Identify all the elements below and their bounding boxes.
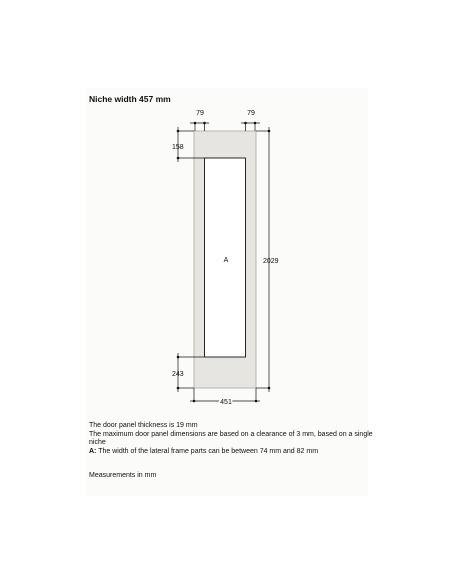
measurements-note: Measurements in mm	[89, 472, 157, 479]
panel-label-a: A	[223, 257, 229, 264]
dim-top-left-label: 79	[196, 110, 204, 117]
dim-height-label: 2029	[263, 258, 279, 265]
dim-top-right	[241, 123, 260, 131]
note-a-key: A:	[89, 447, 97, 455]
note-clearance: The maximum door panel dimensions are based on a clearance of 3 mm, based on a single niche	[89, 430, 373, 447]
note-a-text: The width of the lateral frame parts can be between 74 mm and 82 mm	[96, 447, 319, 455]
note-a	[89, 448, 379, 457]
page-title: Niche width 457 mm	[89, 94, 171, 104]
dim-width-label: 451	[220, 399, 232, 406]
dim-left-top-label: 158	[172, 144, 184, 151]
dim-top-left	[190, 123, 209, 131]
dim-left-bottom-label: 243	[172, 371, 184, 378]
note-thickness: The door panel thickness is 19 mm	[89, 422, 198, 429]
notes-block	[89, 422, 379, 456]
dim-top-right-label: 79	[247, 110, 255, 117]
